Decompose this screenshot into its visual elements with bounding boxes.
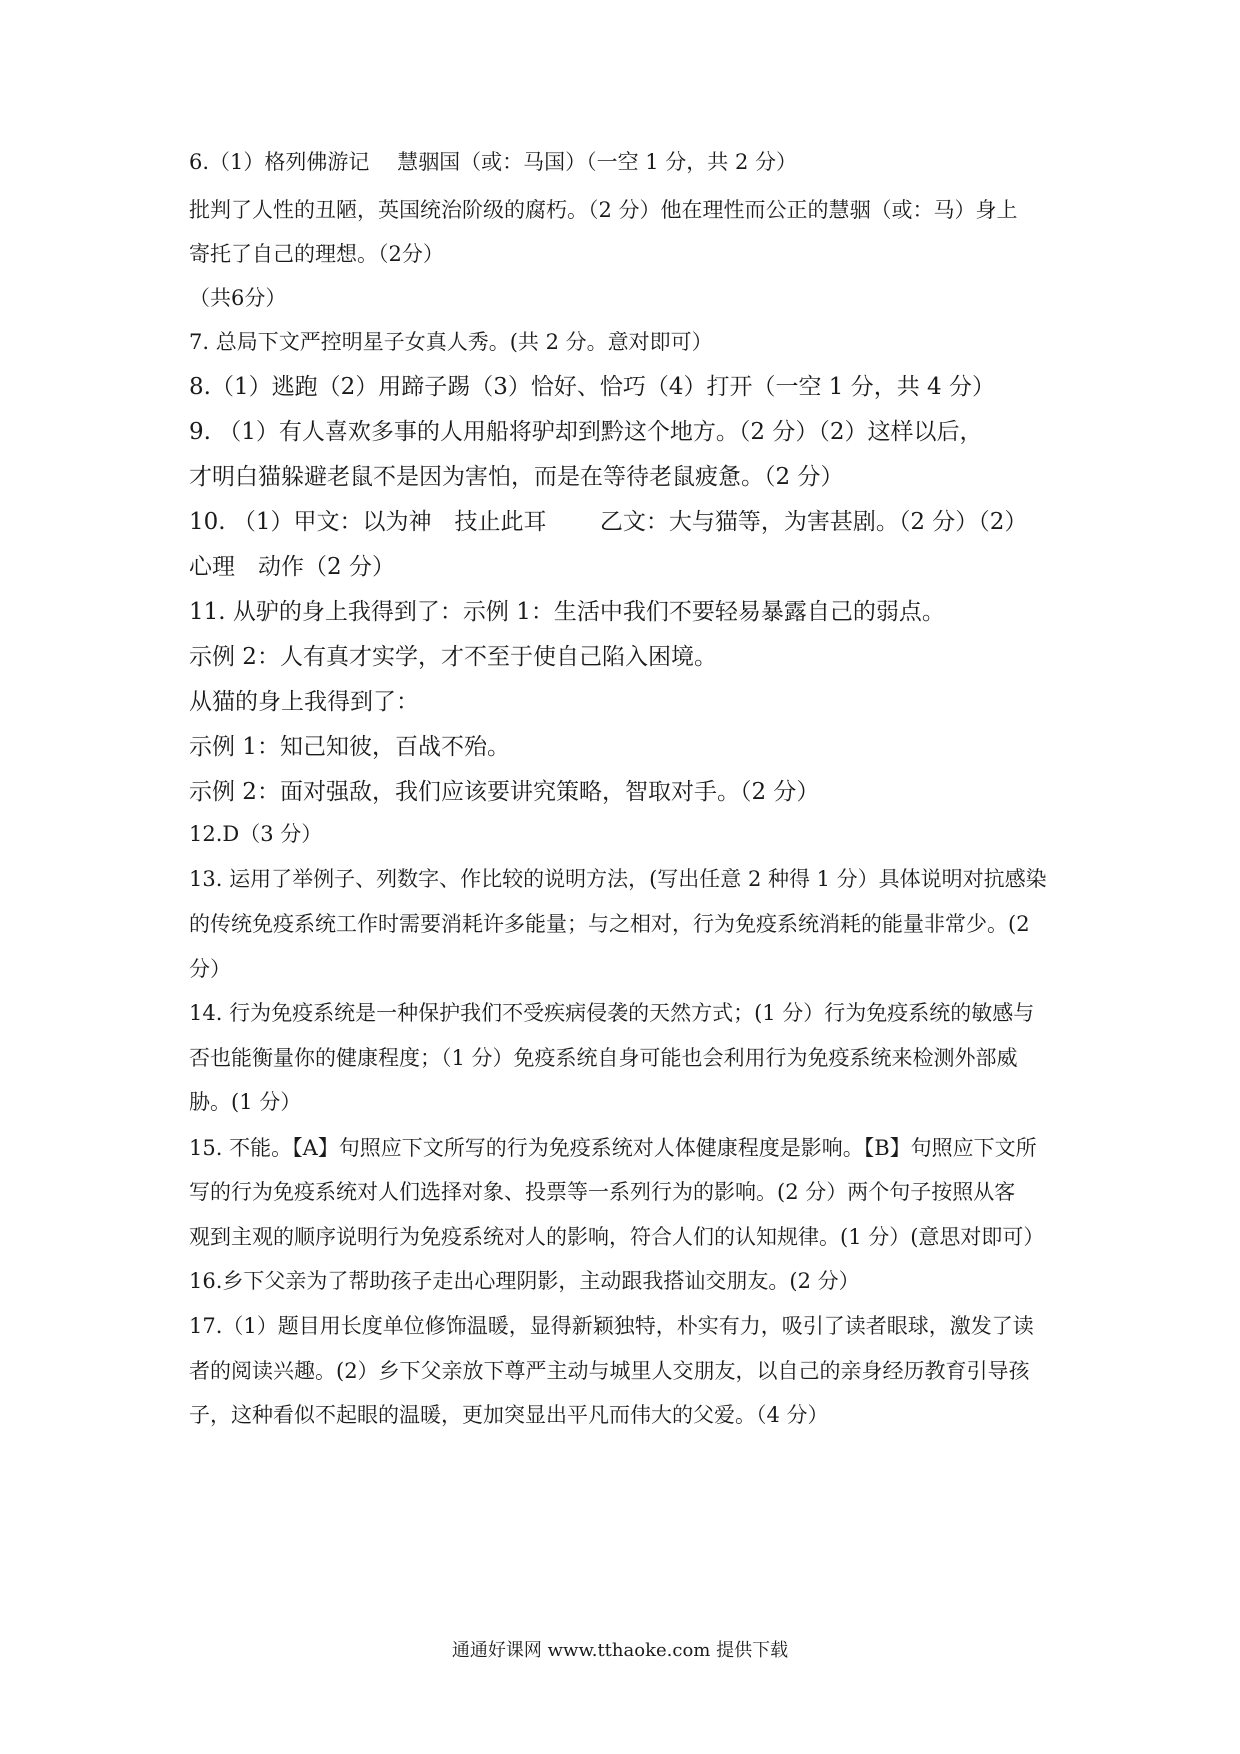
answer-11-line-2: 示例 2：人有真才实学，才不至于使自己陷入困境。 (189, 644, 717, 670)
answer-13-line-3: 分） (189, 957, 231, 981)
answer-6-line-1: 6.（1）格列佛游记 慧骃国（或：马国）（一空 1 分，共 2 分） (189, 150, 797, 174)
answer-11-line-1: 11. 从驴的身上我得到了：示例 1：生活中我们不要轻易暴露自己的弱点。 (189, 599, 945, 625)
answer-11-line-4: 示例 1：知己知彼，百战不殆。 (189, 734, 510, 760)
answer-13-line-2: 的传统免疫系统工作时需要消耗许多能量；与之相对，行为免疫系统消耗的能量非常少。(2 (189, 912, 1030, 936)
answer-14-line-2: 否也能衡量你的健康程度；（1 分）免疫系统自身可能也会利用行为免疫系统来检测外部威 (189, 1046, 1018, 1070)
answer-17-line-3: 子，这种看似不起眼的温暖，更加突显出平凡而伟大的父爱。（4 分） (189, 1403, 829, 1427)
answer-6-line-2: 批判了人性的丑陋，英国统治阶级的腐朽。（2 分）他在理性而公正的慧骃（或：马）身上 (189, 198, 1018, 222)
answer-6-line-3: 寄托了自己的理想。（2分） (189, 242, 444, 266)
answer-8: 8.（1）逃跑（2）用蹄子踢（3）恰好、恰巧（4）打开（一空 1 分，共 4 分） (189, 374, 995, 400)
answer-7: 7. 总局下文严控明星子女真人秀。(共 2 分。意对即可） (189, 330, 713, 354)
page-footer: 通通好课网 www.tthaoke.com 提供下载 (451, 1640, 789, 1661)
answer-15-line-1: 15. 不能。【A】句照应下文所写的行为免疫系统对人体健康程度是影响。【B】句照应下文所 (189, 1136, 1037, 1160)
answer-15-line-2: 写的行为免疫系统对人们选择对象、投票等一系列行为的影响。(2 分）两个句子按照从客 (189, 1180, 1016, 1204)
answer-14-line-1: 14. 行为免疫系统是一种保护我们不受疾病侵袭的天然方式；(1 分）行为免疫系统的敏感与 (189, 1001, 1035, 1025)
answer-15-line-3: 观到主观的顺序说明行为免疫系统对人的影响，符合人们的认知规律。(1 分）(意思对即可） (189, 1225, 1045, 1249)
answer-9-line-2: 才明白猫躲避老鼠不是因为害怕，而是在等待老鼠疲惫。（2 分） (189, 464, 844, 490)
answer-16: 16.乡下父亲为了帮助孩子走出心理阴影，主动跟我搭讪交朋友。(2 分） (189, 1269, 860, 1293)
answer-10-line-1: 10. （1）甲文：以为神 技止此耳 乙文：大与猫等，为害甚剧。（2 分）（2） (189, 509, 1028, 535)
answer-12: 12.D（3 分） (189, 822, 323, 846)
answer-9-line-1: 9. （1）有人喜欢多事的人用船将驴却到黔这个地方。（2 分）（2）这样以后， (189, 419, 983, 445)
answer-11-line-3: 从猫的身上我得到了： (189, 689, 419, 715)
answer-14-line-3: 胁。(1 分） (189, 1090, 302, 1114)
answer-11-line-5: 示例 2：面对强敌，我们应该要讲究策略，智取对手。（2 分） (189, 779, 820, 805)
answer-13-line-1: 13. 运用了举例子、列数字、作比较的说明方法，(写出任意 2 种得 1 分）具体说明对抗感染 (189, 867, 1047, 891)
answer-10-line-2: 心理 动作（2 分） (189, 554, 395, 580)
answer-6-total: （共6分） (189, 286, 287, 310)
answer-17-line-2: 者的阅读兴趣。(2）乡下父亲放下尊严主动与城里人交朋友，以自己的亲身经历教育引导孩 (189, 1359, 1030, 1383)
answer-17-line-1: 17.（1）题目用长度单位修饰温暖，显得新颖独特，朴实有力，吸引了读者眼球，激发了读 (189, 1314, 1034, 1338)
